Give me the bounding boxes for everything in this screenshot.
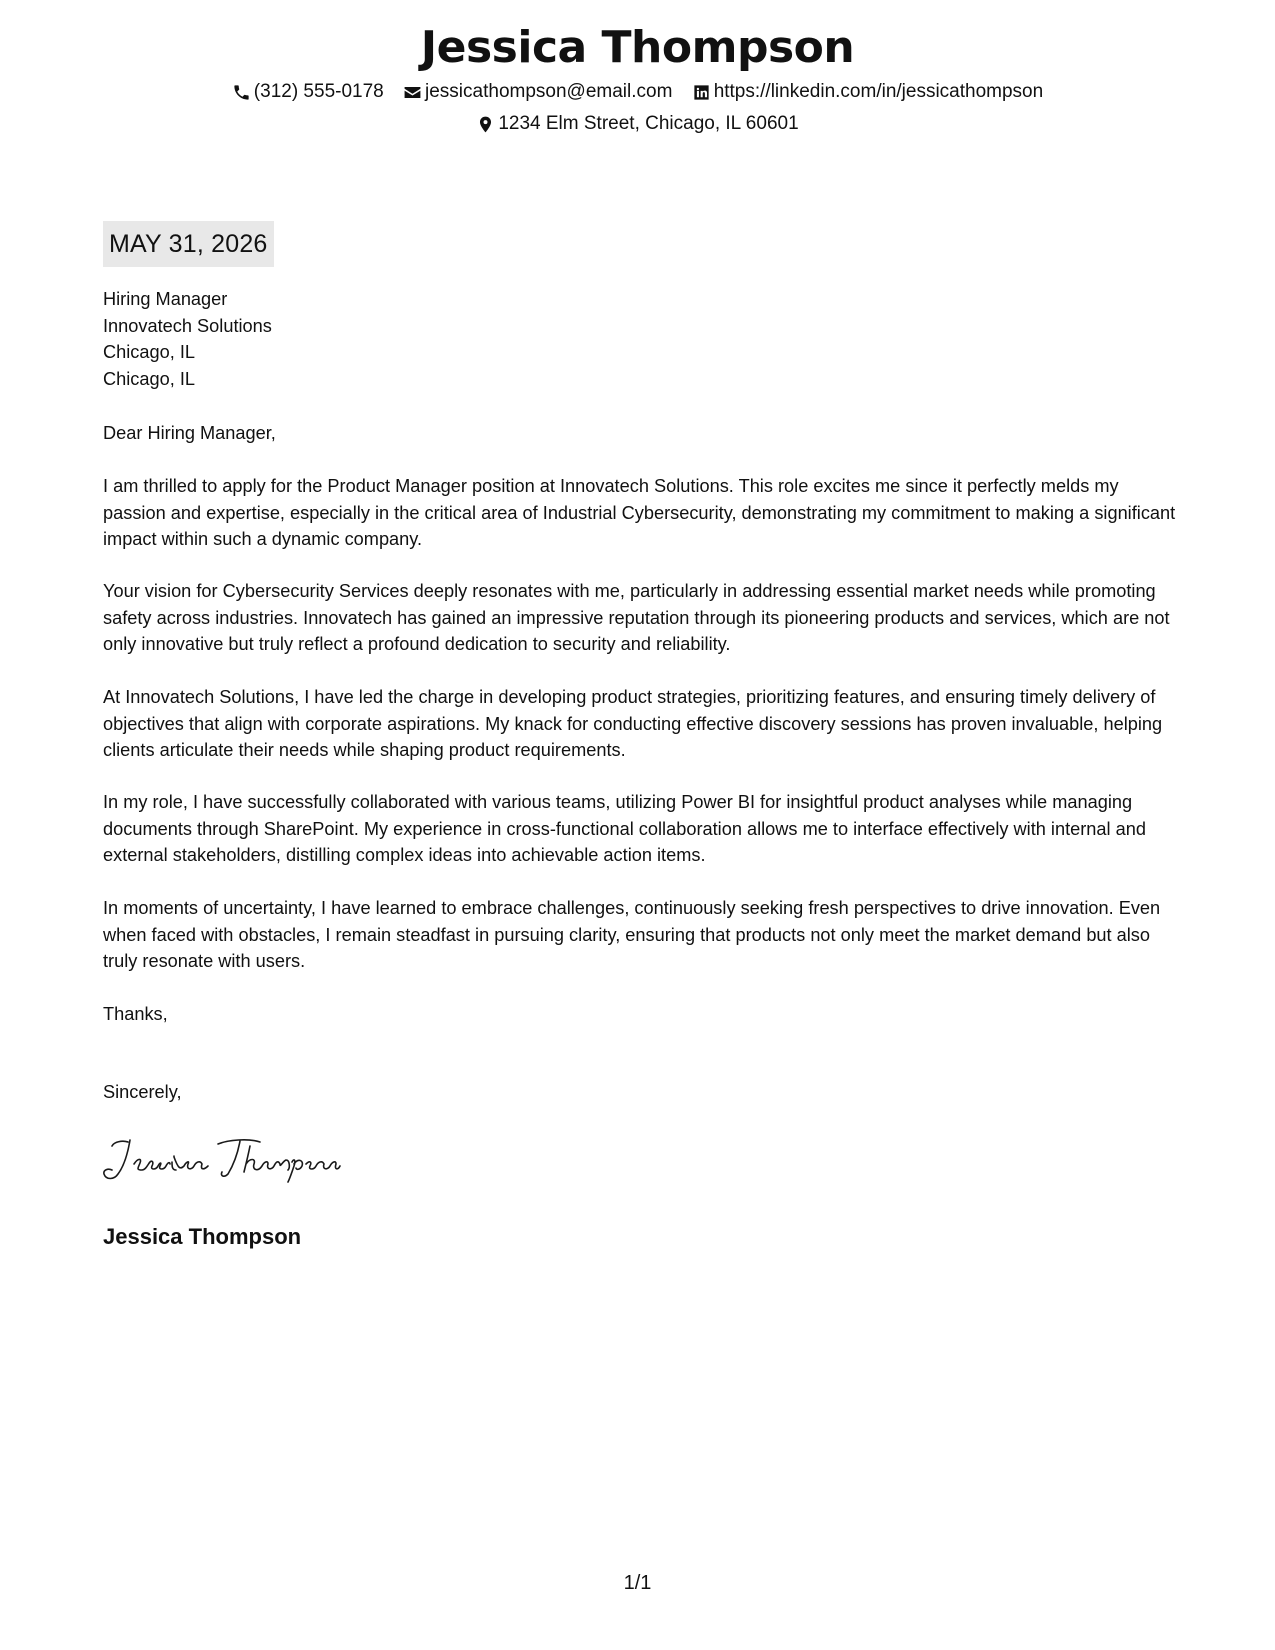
page-number: 1/1 bbox=[623, 1572, 652, 1594]
handwritten-signature bbox=[100, 1128, 370, 1188]
phone-text: (312) 555-0178 bbox=[253, 81, 384, 102]
letter-date: MAY 31, 2026 bbox=[103, 221, 274, 267]
body-paragraph: Your vision for Cybersecurity Services deeply resonates with me, particularly in addressing essential market needs while promoting safety across industries. Innovatech has gained an impressive reputation through its pioneering products and services, which are not only innovative but truly reflect a profound dedication to security and reliability. bbox=[103, 581, 1170, 654]
contact-phone bbox=[232, 80, 384, 104]
applicant-name: Jessica Thompson bbox=[420, 22, 855, 73]
recipient-city-repeat: Chicago, IL bbox=[103, 368, 196, 389]
contact-line-primary bbox=[0, 80, 1275, 109]
linkedin-text[interactable]: https://linkedin.com/in/jessicathompson bbox=[713, 81, 1044, 102]
linkedin-icon bbox=[692, 83, 711, 102]
body-paragraph: In my role, I have successfully collaborated with various teams, utilizing Power BI for insightful product analyses while managing documents through SharePoint. My experience in cross-functional collaboration allows me to interface effectively with internal and external stakeholders, distilling complex ideas into achievable action items. bbox=[103, 792, 1146, 865]
recipient-company: Innovatech Solutions bbox=[103, 315, 272, 336]
body-paragraph: I am thrilled to apply for the Product Manager position at Innovatech Solutions. This role excites me since it perfectly melds my passion and expertise, especially in the critical area of Industrial Cybersecurity, demonstrating my commitment to making a significant impact within such a dynamic company. bbox=[103, 476, 1176, 549]
recipient-block bbox=[103, 286, 1183, 392]
contact-line-secondary bbox=[0, 112, 1275, 141]
phone-icon bbox=[232, 83, 251, 102]
recipient-title: Hiring Manager bbox=[103, 289, 228, 309]
signer-name: Jessica Thompson bbox=[103, 1224, 302, 1249]
signature-image bbox=[100, 1128, 370, 1188]
closing-line: Sincerely, bbox=[103, 1082, 182, 1102]
contact-linkedin[interactable] bbox=[692, 80, 1044, 104]
recipient-city: Chicago, IL bbox=[103, 342, 196, 362]
thanks-line: Thanks, bbox=[103, 1004, 168, 1024]
salutation: Dear Hiring Manager, bbox=[103, 423, 276, 443]
contact-address bbox=[476, 112, 798, 136]
map-pin-icon bbox=[476, 115, 495, 134]
address-text: 1234 Elm Street, Chicago, IL 60601 bbox=[498, 113, 799, 134]
email-text[interactable]: jessicathompson@email.com bbox=[425, 81, 673, 102]
body-paragraph: At Innovatech Solutions, I have led the charge in developing product strategies, prioritizing features, and ensuring timely delivery of objectives that align with corporate aspirations. My knack for conducting effective discovery sessions has proven invaluable, helping clients articulate their needs while shaping product requirements. bbox=[103, 687, 1163, 760]
envelope-icon bbox=[403, 83, 422, 102]
contact-email[interactable] bbox=[403, 80, 672, 104]
body-paragraph: In moments of uncertainty, I have learned to embrace challenges, continuously seeking fresh perspectives to drive innovation. Even when faced with obstacles, I remain steadfast in pursuing clarity, ensuring that products not only meet the market demand but also truly resonate with users. bbox=[103, 898, 1161, 971]
